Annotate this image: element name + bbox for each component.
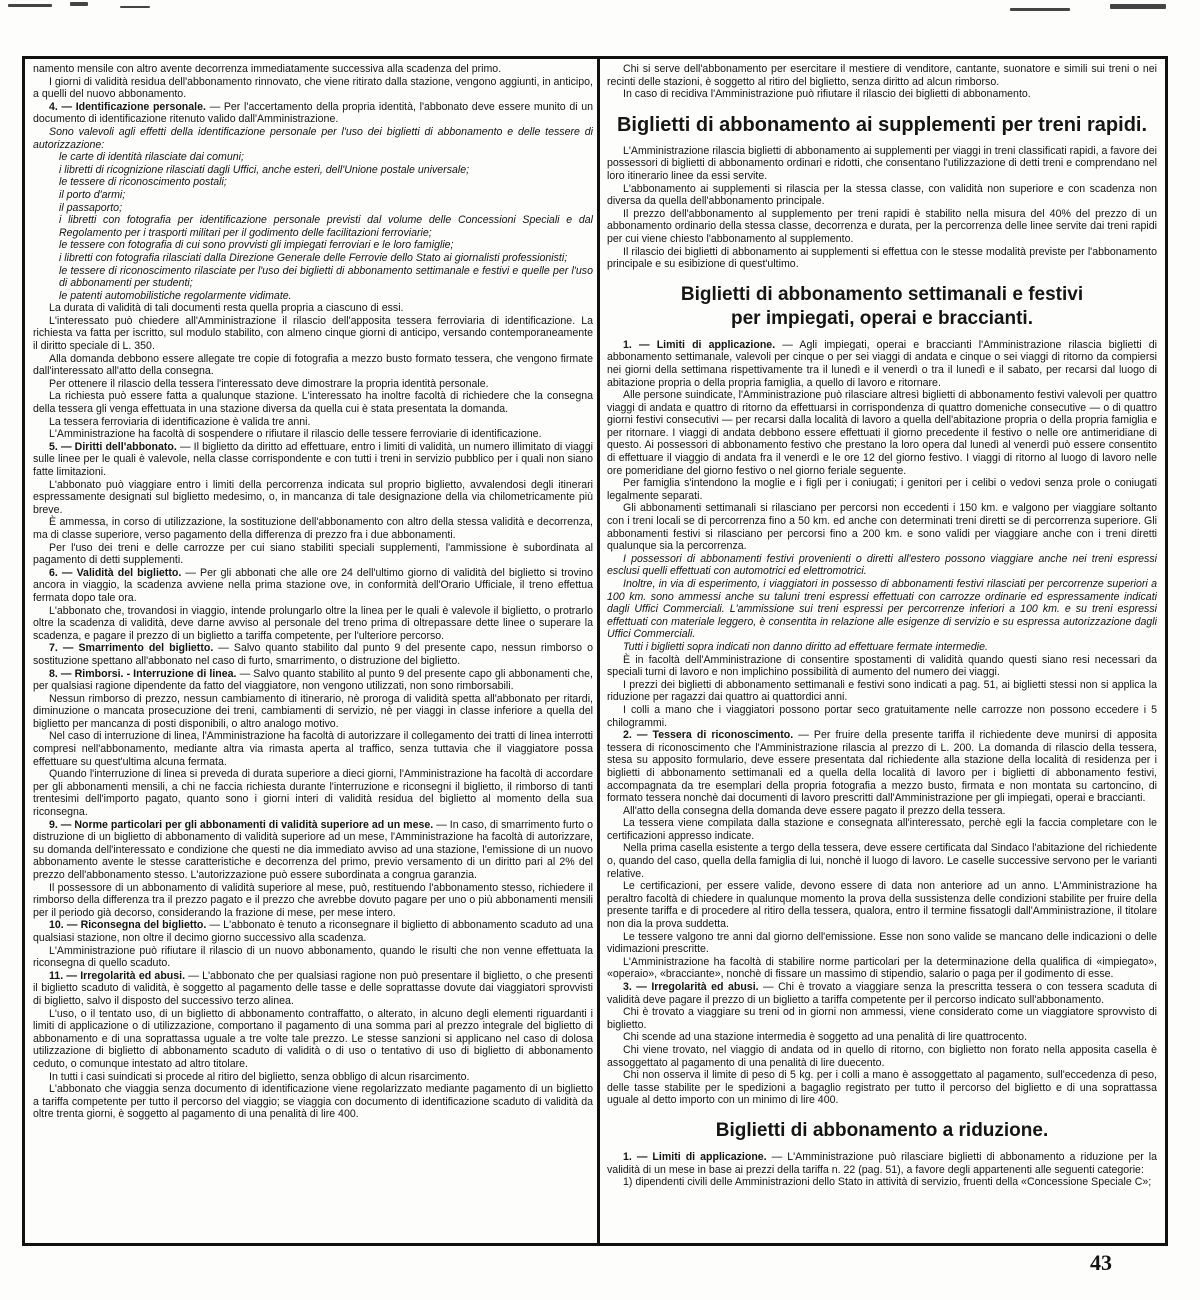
paragraph: L'Amministrazione ha facoltà di stabilire norme particolari per la determinazione della qualifica di «impiegato», «operaio», «bracciante», nonchè di fissare un massimo di stipendio, salario o paga per il godimento di esse. bbox=[607, 955, 1157, 981]
paragraph: L'interessato può chiedere all'Amministrazione il rilascio dell'apposita tessera ferroviaria di identificazione. La richiesta va fatta per iscritto, sul modulo stabilito, con almeno cinque giorni di anticipo, versando contemporaneamente il diritto speciale di L. 350. bbox=[33, 314, 593, 353]
paragraph: È ammessa, in corso di utilizzazione, la sostituzione dell'abbonamento con altro della stessa validità e decorrenza, ma di classe superiore, verso pagamento della differenza di prezzo fra i due abbonamenti. bbox=[33, 516, 593, 541]
section-text: — Salvo quanto stabilito al punto 9 del presente capo gli abbonamenti che, per qualsiasi ragione dipendente da fatto del viaggiatore, non vengono utilizzati, non sono rimborsabili. bbox=[33, 667, 593, 693]
paragraph: L'abbonamento ai supplementi si rilascia per la stessa classe, con validità non superiore e con scadenza non diversa da quella dell'abbonamento principale. bbox=[607, 182, 1157, 208]
paragraph: Per famiglia s'intendono la moglie e i figli per i coniugati; i genitori per i celibi o vedovi senza prole o coniugati legalmente separati. bbox=[607, 477, 1157, 502]
left-column bbox=[33, 63, 593, 1239]
paragraph: Chi è trovato a viaggiare su treni od in giorni non ammessi, viene considerato come un viaggiatore sprovvisto di biglietto. bbox=[607, 1006, 1157, 1031]
paragraph: È in facoltà dell'Amministrazione di consentire spostamenti di validità quando questi siano resi necessari da speciali turni di lavoro e non implichino possibilità di aumento del numero dei viaggi. bbox=[607, 653, 1157, 679]
section-title: 2. — Tessera di riconoscimento. bbox=[623, 729, 794, 742]
paragraph: Per l'uso dei treni e delle carrozze per cui siano stabiliti speciali supplementi, l'ammissione è subordinata al pagamento di detti supplementi. bbox=[33, 541, 593, 567]
section-title: 7. — Smarrimento del biglietto. bbox=[49, 642, 214, 655]
section-11 bbox=[33, 970, 593, 1008]
section-heading-rapidi: Biglietti di abbonamento ai supplementi per treni rapidi. bbox=[616, 113, 1148, 136]
section-title: 5. — Diritti dell'abbonato. bbox=[49, 440, 177, 453]
paragraph: Le tessere valgono tre anni dal giorno dell'emissione. Esse non sono valide se mancano delle indicazioni o delle vidimazioni prescritte. bbox=[607, 930, 1157, 956]
paragraph: I prezzi dei biglietti di abbonamento settimanali e festivi sono indicati a pag. 51, ai biglietti stessi non si applica la riduzione per ragazzi dai quattro ai quattordici anni. bbox=[607, 678, 1157, 704]
paragraph: Chi scende ad una stazione intermedia è soggetto ad una penalità di lire quattrocento. bbox=[623, 1031, 1028, 1044]
page-frame bbox=[22, 56, 1168, 1246]
paragraph: I possessori di abbonamenti festivi provenienti o diretti all'estero possono viaggiare anche nei treni espressi esclusi quelli effettuati con automotrici ed elettromotrici. bbox=[607, 552, 1157, 578]
column-divider bbox=[597, 59, 600, 1243]
section-title: 6. — Validità del biglietto. bbox=[49, 566, 182, 579]
paragraph: Sono valevoli agli effetti della identificazione personale per l'uso dei biglietti di abbonamento e delle tessere di autorizzazione: bbox=[33, 125, 593, 151]
section-2 bbox=[607, 729, 1157, 805]
section-title: 10. — Riconsegna del biglietto. bbox=[49, 919, 207, 932]
paragraph: Quando l'interruzione di linea si preveda di durata superiore a dieci giorni, l'Amministrazione ha facoltà di accordare per gli abbonamenti mensili, a chi ne faccia richiesta durante l'interruzione e riconsegni il biglietto, il rimborso di tanti trentesimi dell'importo pagato, quanto sono i giorni interi di validità residua del biglietto al momento della sua riconsegna. bbox=[33, 768, 593, 819]
paragraph: L'abbonato che viaggia senza documento di identificazione viene regolarizzato mediante pagamento di un biglietto a tariffa competente per tutto il percorso del viaggio; se viaggia con documento di identificazione scaduto di validità da oltre trenta giorni, è soggetto al pagamento di una penalità di lire 400. bbox=[33, 1083, 593, 1121]
paragraph: Il prezzo dell'abbonamento al supplemento per treni rapidi è stabilito nella misura del 40% del prezzo di un abbonamento ordinario della stessa classe, decorrenza e durata, per la percorrenza delle linee servite dai treni rapidi per cui viene chiesto l'abbonamento al supplemento. bbox=[607, 207, 1157, 245]
section-title: 3. — Irregolarità ed abusi. bbox=[623, 981, 759, 993]
paragraph: I colli a mano che i viaggiatori possono portar seco gratuitamente nelle carrozze non possono eccedere i 5 chilogrammi. bbox=[607, 703, 1157, 729]
paragraph: 1) dipendenti civili delle Amministrazioni dello Stato in attività di servizio, fruenti della «Concessione Speciale C»; bbox=[623, 1176, 1152, 1189]
paragraph: Gli abbonamenti settimanali si rilasciano per percorsi non eccedenti i 150 km. e valgono per viaggiare soltanto con i treni locali se di percorrenza fino a 50 km. ed anche con determinati treni diretti se di percorrenza superiore. Gli abbonamenti festivi si rilasciano per percorsi fino a 200 km. e sono validi per viaggiare anche con i treni diretti qualunque sia la percorrenza. bbox=[607, 502, 1157, 553]
section-text: — L'abbonato è tenuto a riconsegnare il biglietto di abbonamento scaduto ad una qualsiasi stazione, non oltre il decimo giorno successivo alla scadenza. bbox=[33, 919, 593, 944]
section-text: — Per gli abbonati che alle ore 24 dell'ultimo giorno di validità del biglietto si trovino ancora in viaggio, la scadenza avviene nella prima stazione ove, in conformità dell'Orario Ufficiale, il treno effettua fermata dopo tale ora. bbox=[33, 566, 593, 604]
list-item: le tessere di riconoscimento rilasciate per l'uso dei biglietti di abbonamento settimanale e festivi e quelle per l'uso di abbonamenti per studenti; bbox=[59, 264, 593, 290]
paragraph: L'uso, o il tentato uso, di un biglietto di abbonamento contraffatto, o alterato, in alcuno degli elementi riguardanti i limiti di applicazione o di utilizzazione, comportano il pagamento di una somma pari al prezzo integrale del biglietto di abbonamento e di una soprattassa uguale a tre volte tale prezzo. Le stesse sanzioni si applicano nel caso di dolosa utilizzazione di biglietto di abbonamento scaduto di validità o di uso o tentativo di uso di biglietto di abbonamento ceduto, o comunque intestato ad altro titolare. bbox=[33, 1007, 593, 1070]
paragraph: La richiesta può essere fatta a qualunque stazione. L'interessato ha inoltre facoltà di richiedere che la consegna della tessera gli venga effettuata in una stazione diversa da quella cui è stata presentata la domanda. bbox=[33, 390, 593, 416]
section-text: — In caso, di smarrimento furto o distruzione di un biglietto di abbonamento di validità superiore ad un mese, l'Amministrazione ha facoltà di autorizzare, su domanda dell'interessato e condizione che questi ne dia immediato avviso ad una stazione, l'emissione di un nuovo abbonamento avente le stesse caratteristiche e decorrenza del primo, previo versamento di un diritto pari al 2% del prezzo dell'abbonamento stesso. L'autorizzazione può essere subordinata a congrua garanzia. bbox=[33, 818, 593, 881]
paragraph: Il rilascio dei biglietti di abbonamento ai supplementi si effettua con le stesse modalità previste per l'abbonamento principale e su esibizione di quest'ultimo. bbox=[607, 245, 1157, 271]
section-title: 11. — Irregolarità ed abusi. bbox=[49, 969, 186, 982]
section-10 bbox=[33, 919, 593, 944]
section-3 bbox=[607, 981, 1157, 1006]
paragraph: namento mensile con altro avente decorrenza immediatamente successiva alla scadenza del primo. bbox=[33, 63, 502, 75]
list-item: le patenti automobilistiche regolarmente vidimate. bbox=[59, 289, 292, 302]
paragraph: La durata di validità di tali documenti resta quella propria a ciascuno di essi. bbox=[49, 302, 404, 315]
list-item: le carte di identità rilasciate dai comuni; bbox=[59, 151, 244, 164]
list-item: il porto d'armi; bbox=[59, 188, 126, 201]
heading-line: per impiegati, operai e braccianti. bbox=[731, 307, 1033, 329]
list-item: i libretti con fotografia rilasciati dalla Direzione Generale delle Ferrovie dello Stato ai giornalisti professionisti; bbox=[59, 251, 568, 264]
paragraph: Alle persone suindicate, l'Amministrazione può rilasciare altresì biglietti di abbonamento festivi valevoli per quattro viaggi di andata e quattro di ritorno da effettuarsi in corrispondenza di quattro domeniche consecutive — o di quattro giorni festivi consecutivi — per recarsi dalla località di lavoro a quella dell'abitazione propria o della propria famiglia e per ritornare. I viaggi di andata debbono essere effettuati il giorno precedente il festivo o nelle ore antimeridiane di questo. Ai possessori di abbonamento festivo che prestano la loro opera dal lunedì al venerdì può essere consentito di effettuare il viaggio di andata fra il venerdì e le ore 12 del giorno festivo. I viaggi di ritorno al luogo di lavoro nelle ore pomeridiane del giorno festivo o nel giorno feriale seguente. bbox=[607, 389, 1157, 477]
paragraph: Chi non osserva il limite di peso di 5 kg. per i colli a mano è assoggettato al pagamento, sull'eccedenza di peso, delle tasse stabilite per le spedizioni a bagaglio registrato per tutto il percorso del biglietto e di una soprattassa uguale al detto importo con un minimo di lire 400. bbox=[607, 1069, 1157, 1107]
paragraph: L'Amministrazione ha facoltà di sospendere o rifiutare il rilascio delle tessere ferroviarie di identificazione. bbox=[49, 428, 542, 441]
paragraph: La tessera ferroviaria di identificazione è valida tre anni. bbox=[49, 415, 311, 428]
section-r1 bbox=[607, 1151, 1157, 1176]
page-number: 43 bbox=[1090, 1250, 1112, 1275]
paragraph: L'Amministrazione può rifiutare il rilascio di un nuovo abbonamento, quando le risulti che non venne effettuata la riconsegna di quello scaduto. bbox=[33, 944, 593, 970]
paragraph: Per ottenere il rilascio della tessera l'interessato deve dimostrare la propria identità personale. bbox=[49, 377, 489, 390]
section-4 bbox=[33, 101, 593, 126]
paragraph: Il possessore di un abbonamento di validità superiore al mese, può, restituendo l'abbonamento stesso, richiedere il rimborso della differenza tra il prezzo pagato e il prezzo che avrebbe dovuto pagare per uno o più abbonamenti mensili per il periodo già decorso, considerando la frazione di mese, per mese intero. bbox=[33, 881, 593, 919]
section-text: — Agli impiegati, operai e braccianti l'Amministrazione rilascia biglietti di abbonamento settimanale, valevoli per cinque o per sei viaggi di andata e cinque o sei viaggi di ritorno da compiersi nei giorni della settimana rispettivamente tra il lunedì e il venerdì o tra il lunedì e il sabato, per recarsi dal luogo di abitazione propria o della propria famiglia, a quello di lavoro e ritornare. bbox=[607, 338, 1157, 389]
section-9 bbox=[33, 819, 593, 882]
section-7 bbox=[33, 642, 593, 667]
paragraph: L'abbonato che, trovandosi in viaggio, intende prolungarlo oltre la linea per le quali è valevole il biglietto, o protrarlo oltre la scadenza di validità, deve darne avviso al personale del treno prima di oltrepassare dette linee o superare la scadenza, e pagare il prezzo di un biglietto a tariffa competente, per l'ulteriore percorso. bbox=[33, 604, 593, 642]
heading-line: Biglietti di abbonamento settimanali e festivi bbox=[680, 283, 1084, 305]
paragraph: I giorni di validità residua dell'abbonamento rinnovato, che viene ritirato dalla stazione, vengono aggiunti, in anticipo, a quelli del nuovo abbonamento. bbox=[33, 75, 593, 101]
section-1 bbox=[607, 339, 1157, 389]
paragraph: In caso di recidiva l'Amministrazione può rifiutare il rilascio dei biglietti di abbonamento. bbox=[623, 88, 1031, 101]
section-text: — L'abbonato che per qualsiasi ragione non può presentare il biglietto, o che presenti il biglietto scaduto di validità, è soggetto al pagamento delle tasse e delle soprattasse dovute dai viaggiatori sprovvisti di biglietto, salvo il disposto del successivo terzo alinea. bbox=[33, 969, 593, 1007]
section-title: 1. — Limiti di applicazione. bbox=[623, 1150, 767, 1163]
section-heading-riduzione: Biglietti di abbonamento a riduzione. bbox=[715, 1119, 1049, 1141]
section-6 bbox=[33, 567, 593, 605]
paragraph: Chi viene trovato, nel viaggio di andata od in quello di ritorno, con biglietto non forato nella apposita casella è assoggettato al pagamento di una penalità di lire duecento. bbox=[607, 1043, 1157, 1069]
list-item: le tessere di riconoscimento postali; bbox=[59, 176, 227, 189]
paragraph: Nessun rimborso di prezzo, nessun cambiamento di itinerario, nè proroga di validità spetta all'abbonato per ritardi, diminuzione o mancata prosecuzione dei treni, cambiamenti di servizio, nè per viaggi in classe inferiore a quella del biglietto per mancanza di posti disponibili, o altro analogo motivo. bbox=[33, 692, 593, 730]
section-8 bbox=[33, 668, 593, 693]
section-text: — L'Amministrazione può rilasciare biglietti di abbonamento a riduzione per la validità di un mese in base ai prezzi della tariffa n. 22 (pag. 51), a favore degli appartenenti alle seguenti categorie: bbox=[607, 1150, 1157, 1176]
paragraph: Alla domanda debbono essere allegate tre copie di fotografia a mezzo busto formato tessera, che vengono firmate dall'interessato all'atto della consegna. bbox=[33, 352, 593, 378]
section-5 bbox=[33, 441, 593, 479]
list-item: i libretti di ricognizione rilasciati dagli Uffici, anche esteri, dell'Unione postale universale; bbox=[59, 163, 470, 176]
paragraph: Nel caso di interruzione di linea, l'Amministrazione ha facoltà di autorizzare il collegamento dei tratti di linea interrotti compresi nell'abbonamento, mediante altra via rimasta aperta al traffico, senza tuttavia che il viaggiatore possa effettuare su quest'ultima alcuna fermata. bbox=[33, 730, 593, 768]
section-title: 4. — Identificazione personale. bbox=[49, 100, 206, 113]
section-title: 8. — Rimborsi. - Interruzione di linea. bbox=[49, 667, 237, 680]
paragraph: Inoltre, in via di esperimento, i viaggiatori in possesso di abbonamenti festivi rilasciati per percorrenze superiori a 100 km. sono ammessi anche su taluni treni espressi effettuati con carrozze ordinarie ed espressamente indicati dagli Uffici Commerciali. L'ammissione sui treni espressi per percorrenze inferiori a 100 km. e su treni espressi effettuati con materiale leggero, è consentita in relazione alle esigenze di servizio e su espressa autorizzazione dagli Uffici Commerciali. bbox=[607, 578, 1157, 641]
section-heading-settimanali bbox=[607, 283, 1157, 331]
section-text: — Salvo quanto stabilito dal punto 9 del presente capo, nessun rimborso o sostituzione spettano all'abbonato nel caso di furto, smarrimento, o distruzione del biglietto. bbox=[33, 642, 593, 667]
paragraph: Tutti i biglietti sopra indicati non danno diritto ad effettuare fermate intermedie. bbox=[623, 640, 988, 653]
paragraph: Le certificazioni, per essere valide, devono essere di data non anteriore ad un anno. L'Amministrazione ha peraltro facoltà di chiedere in qualunque momento la prova della sussistenza delle condizioni stabilite per fruire della presente tariffa e di procedere al ritiro della tessera, qualora, entro il termine fissatogli dall'Amministrazione, il titolare non dia la prova suddetta. bbox=[607, 880, 1157, 931]
list-item: il passaporto; bbox=[59, 201, 123, 214]
section-text: — Il biglietto da diritto ad effettuare, entro i limiti di validità, un numero illimitato di viaggi sulle linee per le quali è valevole, nella classe corrispondente e con tutti i treni in servizio pubblico per i quali non siano fatte limitazioni. bbox=[33, 440, 593, 478]
scan-edge-noise bbox=[0, 0, 1200, 18]
list-item: i libretti con fotografia per identificazione personale previsti dal volume delle Concessioni Speciali e dal Regolamento per i trasporti militari per il godimento delle facilitazioni ferroviarie; bbox=[59, 214, 593, 239]
section-text: — Per l'accertamento della propria identità, l'abbonato deve essere munito di un documento di identificazione ritenuto valido dall'Amministrazione. bbox=[33, 100, 593, 126]
paragraph: All'atto della consegna della domanda deve essere pagato il prezzo della tessera. bbox=[623, 804, 1006, 817]
paragraph: Nella prima casella esistente a tergo della tessera, deve essere certificata dal Sindaco l'abitazione del richiedente o, quando del caso, quella della famiglia di lui, nonchè il luogo di lavoro. Le caselle successive servono per le varianti relative. bbox=[607, 842, 1157, 880]
list-item: le tessere con fotografia di cui sono provvisti gli impiegati ferroviari e le loro famiglie; bbox=[59, 239, 454, 252]
paragraph: L'Amministrazione rilascia biglietti di abbonamento ai supplementi per viaggi in treni classificati rapidi, a favore dei possessori di biglietti di abbonamento ordinari e ridotti, che consentano l'utilizzazione di detti treni e comprendano nel loro itinerario linee da essi servite. bbox=[607, 144, 1157, 182]
paragraph: In tutti i casi suindicati si procede al ritiro del biglietto, senza obbligo di alcun risarcimento. bbox=[49, 1070, 470, 1083]
section-text: — Per fruire della presente tariffa il richiedente deve munirsi di apposita tessera di riconoscimento che l'Amministrazione rilascia al prezzo di L. 200. La domanda di rilascio della tessera, stesa su apposito formulario, deve essere presentata dal richiedente alla stazione della località di residenza per i biglietti di abbonamento settimanali ed a quella della località di lavoro per i biglietti di abbonamento festivi, accompagnata da tre esemplari della propria fotografia a mezzo busto, firmata e non montata su cartoncino, di formato tessera nonchè dai documenti di lavoro prescritti dall'Amministrazione per gli impiegati, operai e braccianti. bbox=[607, 729, 1157, 805]
paragraph: L'abbonato può viaggiare entro i limiti della percorrenza indicata sul proprio biglietto, avvalendosi degli itinerari espressamente designati sul biglietto medesimo, o, in mancanza di tale designazione della via chilometricamente più breve. bbox=[33, 478, 593, 516]
section-title: 1. — Limiti di applicazione. bbox=[623, 338, 776, 351]
paragraph: La tessera viene compilata dalla stazione e consegnata all'interessato, perchè egli la faccia completare con le certificazioni appresso indicate. bbox=[607, 817, 1157, 842]
section-text: — Chi è trovato a viaggiare senza la prescritta tessera o con tessera scaduta di validità deve pagare il prezzo di un biglietto a tariffa competente per il percorso indicato sull'abbonamento. bbox=[607, 981, 1157, 1006]
right-column bbox=[607, 63, 1157, 1239]
section-title: 9. — Norme particolari per gli abbonamenti di validità superiore ad un mese. bbox=[49, 818, 434, 831]
paragraph: Chi si serve dell'abbonamento per esercitare il mestiere di venditore, cantante, suonatore e simili sui treni o nei recinti delle stazioni, è soggetto al ritiro del biglietto, senza diritto ad alcun rimborso. bbox=[607, 63, 1157, 88]
